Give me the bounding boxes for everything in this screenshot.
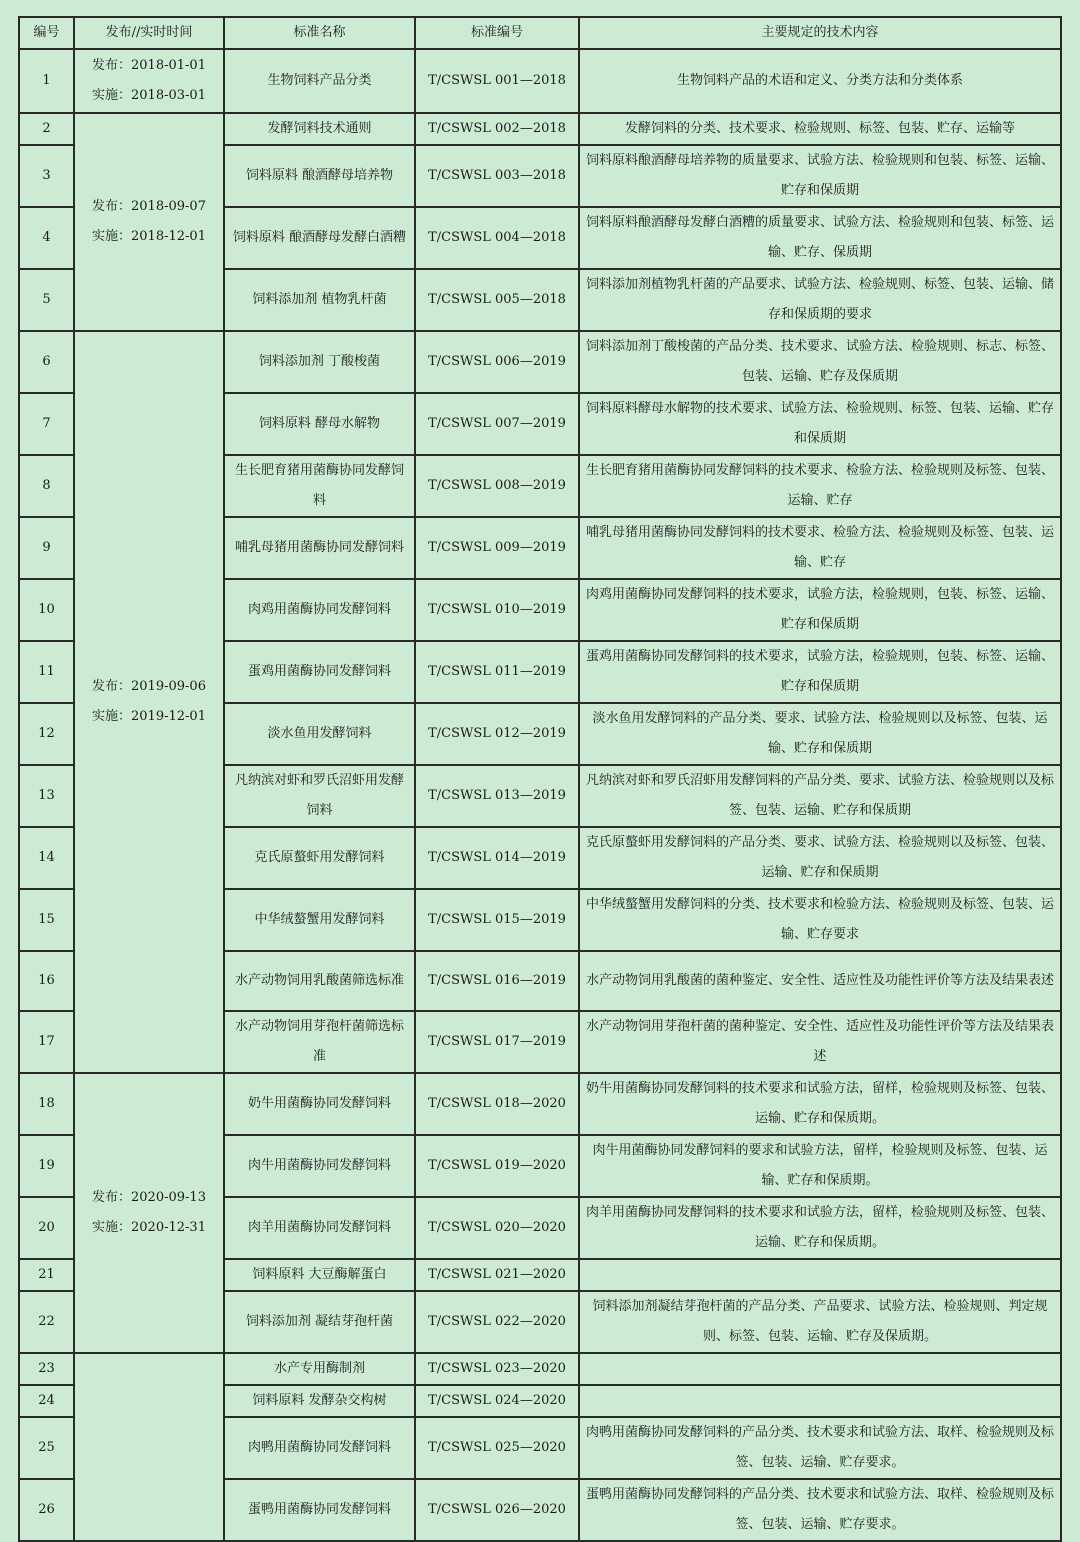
standard-code: T/CSWSL 026—2020 — [415, 1479, 579, 1541]
row-number: 14 — [19, 827, 74, 889]
standard-name: 饲料原料 酿酒酵母培养物 — [224, 145, 415, 207]
effective-date: 实施：2019-12-01 — [92, 709, 206, 724]
standard-name: 水产动物饲用乳酸菌筛选标准 — [224, 951, 415, 1011]
technical-content — [579, 1353, 1061, 1385]
technical-content: 饲料原料酿酒酵母培养物的质量要求、试验方法、检验规则和包装、标签、运输、贮存和保质期 — [579, 145, 1061, 207]
standard-code: T/CSWSL 023—2020 — [415, 1353, 579, 1385]
standard-name: 饲料添加剂 丁酸梭菌 — [224, 331, 415, 393]
standard-name: 中华绒螯蟹用发酵饲料 — [224, 889, 415, 951]
technical-content: 生物饲料产品的术语和定义、分类方法和分类体系 — [579, 49, 1061, 113]
standard-code: T/CSWSL 003—2018 — [415, 145, 579, 207]
technical-content: 蛋鸡用菌酶协同发酵饲料的技术要求，试验方法，检验规则，包装、标签、运输、贮存和保质期 — [579, 641, 1061, 703]
technical-content: 发酵饲料的分类、技术要求、检验规则、标签、包装、贮存、运输等 — [579, 113, 1061, 145]
date-cell — [74, 1073, 224, 1353]
row-number: 26 — [19, 1479, 74, 1541]
standard-code: T/CSWSL 013—2019 — [415, 765, 579, 827]
standard-name: 蛋鸡用菌酶协同发酵饲料 — [224, 641, 415, 703]
table-row — [19, 49, 1061, 113]
technical-content: 中华绒螯蟹用发酵饲料的分类、技术要求和检验方法、检验规则及标签、包装、运输、贮存要求 — [579, 889, 1061, 951]
standard-code: T/CSWSL 002—2018 — [415, 113, 579, 145]
row-number: 20 — [19, 1197, 74, 1259]
standard-name: 饲料添加剂 凝结芽孢杆菌 — [224, 1291, 415, 1353]
row-number: 19 — [19, 1135, 74, 1197]
technical-content: 肉牛用菌酶协同发酵饲料的要求和试验方法，留样，检验规则及标签、包装、运输、贮存和保质期。 — [579, 1135, 1061, 1197]
standard-name: 饲料原料 酿酒酵母发酵白酒糟 — [224, 207, 415, 269]
release-date: 发布：2019-09-06 — [92, 679, 206, 694]
row-number: 2 — [19, 113, 74, 145]
standard-code: T/CSWSL 024—2020 — [415, 1385, 579, 1417]
standard-name: 水产专用酶制剂 — [224, 1353, 415, 1385]
table-row — [19, 1353, 1061, 1385]
standard-name: 水产动物饲用芽孢杆菌筛选标准 — [224, 1011, 415, 1073]
row-number: 24 — [19, 1385, 74, 1417]
row-number: 23 — [19, 1353, 74, 1385]
standard-name: 克氏原螯虾用发酵饲料 — [224, 827, 415, 889]
standard-name: 凡纳滨对虾和罗氏沼虾用发酵饲料 — [224, 765, 415, 827]
row-number: 5 — [19, 269, 74, 331]
technical-content: 肉鸡用菌酶协同发酵饲料的技术要求，试验方法，检验规则，包装、标签、运输、贮存和保质期 — [579, 579, 1061, 641]
standard-name: 生长肥育猪用菌酶协同发酵饲料 — [224, 455, 415, 517]
row-number: 15 — [19, 889, 74, 951]
standard-code: T/CSWSL 005—2018 — [415, 269, 579, 331]
standard-name: 肉鸡用菌酶协同发酵饲料 — [224, 579, 415, 641]
header-content: 主要规定的技术内容 — [579, 17, 1061, 49]
technical-content: 饲料原料酿酒酵母发酵白酒糟的质量要求、试验方法、检验规则和包装、标签、运输、贮存、保质期 — [579, 207, 1061, 269]
row-number: 12 — [19, 703, 74, 765]
standard-code: T/CSWSL 012—2019 — [415, 703, 579, 765]
standard-name: 生物饲料产品分类 — [224, 49, 415, 113]
technical-content — [579, 1259, 1061, 1291]
standard-code: T/CSWSL 021—2020 — [415, 1259, 579, 1291]
technical-content: 肉鸭用菌酶协同发酵饲料的产品分类、技术要求和试验方法、取样、检验规则及标签、包装、运输、贮存要求。 — [579, 1417, 1061, 1479]
header-name: 标准名称 — [224, 17, 415, 49]
row-number: 25 — [19, 1417, 74, 1479]
table-body — [19, 49, 1061, 1541]
release-date: 发布：2018-01-01 — [92, 58, 206, 73]
date-cell — [74, 1353, 224, 1541]
header-no: 编号 — [19, 17, 74, 49]
standard-code: T/CSWSL 017—2019 — [415, 1011, 579, 1073]
row-number: 18 — [19, 1073, 74, 1135]
row-number: 10 — [19, 579, 74, 641]
row-number: 8 — [19, 455, 74, 517]
table-row — [19, 1073, 1061, 1135]
technical-content: 肉羊用菌酶协同发酵饲料的技术要求和试验方法，留样，检验规则及标签、包装、运输、贮存和保质期。 — [579, 1197, 1061, 1259]
standard-name: 饲料原料 酵母水解物 — [224, 393, 415, 455]
standard-name: 哺乳母猪用菌酶协同发酵饲料 — [224, 517, 415, 579]
standard-name: 淡水鱼用发酵饲料 — [224, 703, 415, 765]
standard-name: 肉牛用菌酶协同发酵饲料 — [224, 1135, 415, 1197]
header-code: 标准编号 — [415, 17, 579, 49]
standard-name: 发酵饲料技术通则 — [224, 113, 415, 145]
standard-name: 蛋鸭用菌酶协同发酵饲料 — [224, 1479, 415, 1541]
header-date: 发布//实时时间 — [74, 17, 224, 49]
table-row — [19, 331, 1061, 393]
standard-code: T/CSWSL 025—2020 — [415, 1417, 579, 1479]
technical-content: 饲料原料酵母水解物的技术要求、试验方法、检验规则、标签、包装、运输、贮存和保质期 — [579, 393, 1061, 455]
row-number: 1 — [19, 49, 74, 113]
standard-name: 肉羊用菌酶协同发酵饲料 — [224, 1197, 415, 1259]
technical-content: 生长肥育猪用菌酶协同发酵饲料的技术要求、检验方法、检验规则及标签、包装、运输、贮存 — [579, 455, 1061, 517]
standard-code: T/CSWSL 019—2020 — [415, 1135, 579, 1197]
table-header-row — [19, 17, 1061, 49]
standard-code: T/CSWSL 006—2019 — [415, 331, 579, 393]
row-number: 21 — [19, 1259, 74, 1291]
row-number: 22 — [19, 1291, 74, 1353]
technical-content — [579, 1385, 1061, 1417]
standard-name: 饲料原料 大豆酶解蛋白 — [224, 1259, 415, 1291]
technical-content: 淡水鱼用发酵饲料的产品分类、要求、试验方法、检验规则以及标签、包装、运输、贮存和保质期 — [579, 703, 1061, 765]
standards-table-container — [18, 16, 1060, 1542]
standards-table — [18, 16, 1062, 1542]
standard-code: T/CSWSL 015—2019 — [415, 889, 579, 951]
standard-code: T/CSWSL 004—2018 — [415, 207, 579, 269]
release-date: 发布：2020-09-13 — [92, 1190, 206, 1205]
row-number: 13 — [19, 765, 74, 827]
standard-name: 饲料原料 发酵杂交构树 — [224, 1385, 415, 1417]
standard-name: 饲料添加剂 植物乳杆菌 — [224, 269, 415, 331]
standard-code: T/CSWSL 018—2020 — [415, 1073, 579, 1135]
standard-name: 奶牛用菌酶协同发酵饲料 — [224, 1073, 415, 1135]
standard-code: T/CSWSL 022—2020 — [415, 1291, 579, 1353]
technical-content: 克氏原螯虾用发酵饲料的产品分类、要求、试验方法、检验规则以及标签、包装、运输、贮存和保质期 — [579, 827, 1061, 889]
row-number: 4 — [19, 207, 74, 269]
row-number: 16 — [19, 951, 74, 1011]
technical-content: 饲料添加剂凝结芽孢杆菌的产品分类、产品要求、试验方法、检验规则、判定规则、标签、包装、运输、贮存及保质期。 — [579, 1291, 1061, 1353]
row-number: 7 — [19, 393, 74, 455]
row-number: 3 — [19, 145, 74, 207]
technical-content: 奶牛用菌酶协同发酵饲料的技术要求和试验方法，留样，检验规则及标签、包装、运输、贮存和保质期。 — [579, 1073, 1061, 1135]
release-date: 发布：2018-09-07 — [92, 199, 206, 214]
standard-code: T/CSWSL 011—2019 — [415, 641, 579, 703]
row-number: 6 — [19, 331, 74, 393]
table-row — [19, 113, 1061, 145]
row-number: 17 — [19, 1011, 74, 1073]
technical-content: 凡纳滨对虾和罗氏沼虾用发酵饲料的产品分类、要求、试验方法、检验规则以及标签、包装、运输、贮存和保质期 — [579, 765, 1061, 827]
technical-content: 水产动物饲用芽孢杆菌的菌种鉴定、安全性、适应性及功能性评价等方法及结果表述 — [579, 1011, 1061, 1073]
standard-code: T/CSWSL 001—2018 — [415, 49, 579, 113]
standard-code: T/CSWSL 014—2019 — [415, 827, 579, 889]
effective-date: 实施：2018-03-01 — [92, 88, 206, 103]
standard-code: T/CSWSL 016—2019 — [415, 951, 579, 1011]
standard-name: 肉鸭用菌酶协同发酵饲料 — [224, 1417, 415, 1479]
row-number: 11 — [19, 641, 74, 703]
standard-code: T/CSWSL 010—2019 — [415, 579, 579, 641]
date-cell — [74, 113, 224, 331]
standard-code: T/CSWSL 009—2019 — [415, 517, 579, 579]
effective-date: 实施：2018-12-01 — [92, 229, 206, 244]
standard-code: T/CSWSL 020—2020 — [415, 1197, 579, 1259]
date-cell — [74, 49, 224, 113]
date-cell — [74, 331, 224, 1073]
standard-code: T/CSWSL 008—2019 — [415, 455, 579, 517]
standard-code: T/CSWSL 007—2019 — [415, 393, 579, 455]
technical-content: 哺乳母猪用菌酶协同发酵饲料的技术要求、检验方法、检验规则及标签、包装、运输、贮存 — [579, 517, 1061, 579]
technical-content: 蛋鸭用菌酶协同发酵饲料的产品分类、技术要求和试验方法、取样、检验规则及标签、包装、运输、贮存要求。 — [579, 1479, 1061, 1541]
technical-content: 水产动物饲用乳酸菌的菌种鉴定、安全性、适应性及功能性评价等方法及结果表述 — [579, 951, 1061, 1011]
technical-content: 饲料添加剂植物乳杆菌的产品要求、试验方法、检验规则、标签、包装、运输、储存和保质期的要求 — [579, 269, 1061, 331]
effective-date: 实施：2020-12-31 — [92, 1220, 206, 1235]
row-number: 9 — [19, 517, 74, 579]
technical-content: 饲料添加剂丁酸梭菌的产品分类、技术要求、试验方法、检验规则、标志、标签、包装、运输、贮存及保质期 — [579, 331, 1061, 393]
